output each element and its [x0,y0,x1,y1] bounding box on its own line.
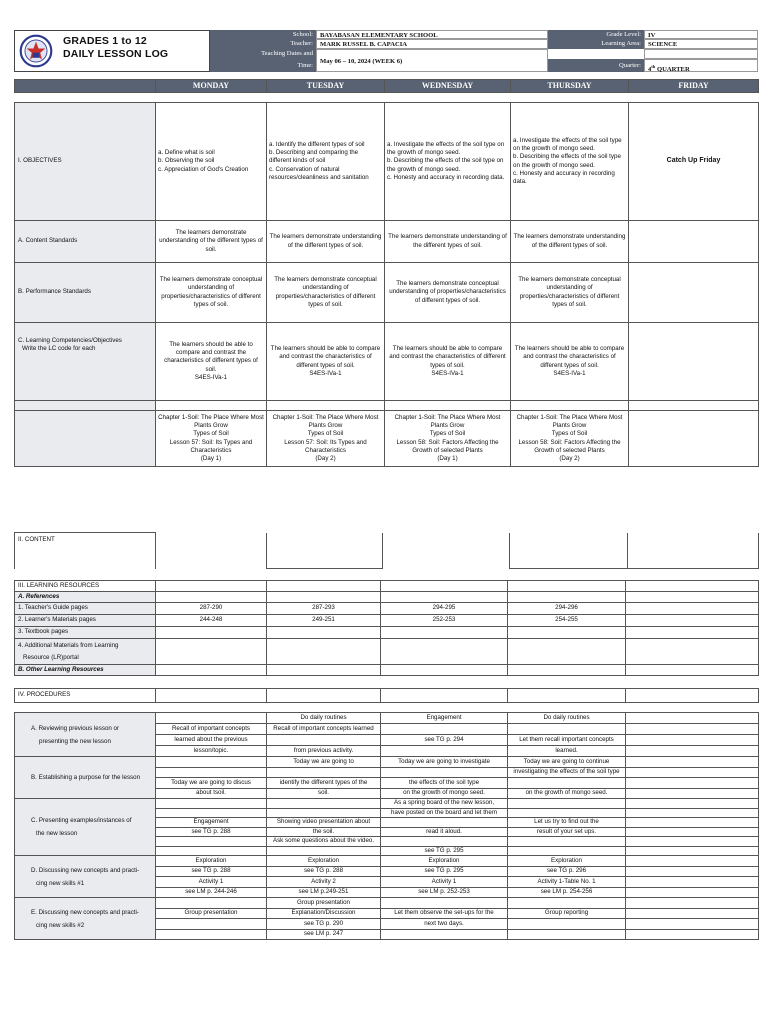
procedure-c-tuesday: Showing video presentation about [267,818,381,828]
procedure-b-wednesday [381,767,508,778]
procedure-b-tuesday: soil. [267,788,381,799]
procedure-c-tuesday [267,846,381,856]
chapter-thursday: Chapter 1-Soil: The Place Where Most Plants Grow Types of Soil Lesson 58: Soil: Factors Affecting the Growth of selected Plants (Day 2) [511,411,629,467]
procedure-a-monday [156,713,267,724]
procedure-c-thursday [508,837,626,847]
procedure-b-label-line: B. Establishing a purpose for the lesson [31,774,141,781]
procedure-c-monday [156,799,267,809]
day-header-blank [15,80,156,93]
procedure-d-thursday: Activity 1-Table No. 1 [508,877,626,888]
textbook-label: 3. Textbook pages [15,627,156,639]
procedure-d-tuesday: Activity 2 [267,877,381,888]
learners-materials-label: 2. Learner's Materials pages [15,615,156,627]
procedure-c-friday [626,799,759,809]
procedure-e-friday [626,898,759,909]
school-label: School: [210,30,316,39]
procedure-c-label-line: C. Presenting examples/instances of [31,817,132,824]
objectives-label: I. OBJECTIVES [15,103,156,221]
procedure-e-wednesday [381,898,508,909]
procedures-gap-row [15,703,759,713]
teachers-guide-label: 1. Teacher's Guide pages [15,603,156,615]
procedure-b-monday [156,767,267,778]
competency-tuesday: The learners should be able to compare and contrast the characteristics of different types of soil. S4ES-IVa-1 [267,323,385,401]
teachers-guide-row [15,603,759,615]
header-info-grid [210,30,758,72]
procedure-c-friday [626,827,759,837]
procedure-e-label [15,898,156,940]
procedure-e-thursday: Group reporting [508,908,626,919]
procedure-e-monday: Group presentation [156,908,267,919]
procedure-e-wednesday [381,929,508,940]
procedure-d-monday: Exploration [156,856,267,867]
additional-materials-label-2: Resource (LR)portal [23,653,79,661]
procedure-a-label [15,713,156,757]
procedure-a-thursday [508,724,626,735]
school-value: BAYABASAN ELEMENTARY SCHOOL [316,30,548,39]
objective-tuesday: a. Identify the different types of soil b. Describing and comparing the different kinds of soil c. Conservation of natural resources/cleanliness and sanitation [267,103,385,221]
procedure-d-friday [626,866,759,877]
performance-standard-monday: The learners demonstrate conceptual understanding of properties/characteristics of different types of soil. [156,263,267,323]
procedure-c-wednesday: As a spring board of the new lesson, [381,799,508,809]
procedure-a-wednesday: see TG p. 294 [381,735,508,746]
procedure-c-tuesday [267,808,381,818]
procedure-e-wednesday: Let them observe the set-ups for the [381,908,508,919]
learning-competencies-row [15,323,759,401]
procedure-e-thursday [508,898,626,909]
content-standard-wednesday: The learners demonstrate understanding of the different types of soil. [385,221,511,263]
document-title [63,35,168,61]
procedure-b-tuesday: Today we are going to [267,757,381,768]
procedure-a-friday [626,746,759,757]
procedure-b-tuesday: identify the different types of the [267,778,381,789]
quarter-value [644,59,758,72]
lm-monday: 244-248 [156,615,267,627]
dates-label-1: Teaching Dates and [210,49,316,59]
resources-table [14,580,759,676]
lm-thursday: 254-255 [508,615,626,627]
procedure-b-row [15,757,759,768]
learning-area-value: SCIENCE [644,39,758,49]
procedure-c-monday [156,808,267,818]
objective-wednesday: a. Investigate the effects of the soil type on the growth of mongo seed. b. Describing the effects of the soil type on the growth of mongo seed. c. Honesty and accuracy in recording data. [385,103,511,221]
resources-title: III. LEARNING RESOURCES [15,581,156,592]
textbook-row [15,627,759,639]
lm-tuesday: 249-251 [267,615,381,627]
performance-standard-tuesday: The learners demonstrate conceptual understanding of properties/characteristics of different types of soil. [267,263,385,323]
procedure-c-friday [626,818,759,828]
day-header-row [15,80,759,93]
procedure-a-tuesday: Recall of important concepts learned [267,724,381,735]
procedure-d-label-line: D. Discussing new concepts and practi- [31,866,140,874]
performance-standards-row [15,263,759,323]
spacer-row [15,401,759,411]
procedure-c-wednesday: have posted on the board and let them [381,808,508,818]
tg-tuesday: 287-293 [267,603,381,615]
procedure-e-tuesday: see TG p. 290 [267,919,381,930]
day-friday: FRIDAY [629,80,759,93]
procedure-a-thursday: Let them recall important concepts [508,735,626,746]
procedure-c-tuesday [267,799,381,809]
header [14,30,758,72]
learners-materials-row [15,615,759,627]
content-label: II. CONTENT [15,533,156,569]
chapter-row [15,411,759,467]
procedure-a-label-line: presenting the new lesson [39,737,111,745]
procedure-d-tuesday: see LM p.249-251 [267,887,381,898]
procedure-a-label-line: A. Reviewing previous lesson or [31,724,120,732]
deped-seal-icon [19,34,53,68]
procedure-d-monday: see TG p. 288 [156,866,267,877]
procedure-e-monday [156,929,267,940]
procedure-d-wednesday: Exploration [381,856,508,867]
procedure-a-wednesday [381,746,508,757]
procedure-a-monday: lesson/topic. [156,746,267,757]
procedure-d-row [15,856,759,867]
procedure-c-wednesday: see TG p. 295 [381,846,508,856]
content-standard-tuesday: The learners demonstrate understanding of the different types of soil. [267,221,385,263]
chapter-wednesday: Chapter 1-Soil: The Place Where Most Plants Grow Types of Soil Lesson 58: Soil: Factors Affecting the Growth of selected Plants (Day 1) [385,411,511,467]
procedure-d-tuesday: see TG p. 288 [267,866,381,877]
objective-monday: a. Define what is soil b. Observing the soil c. Appreciation of God's Creation [156,103,267,221]
additional-materials-label-1: 4. Additional Materials from Learning [18,641,119,649]
dates-label-2: Time: [210,59,316,72]
procedure-e-thursday [508,919,626,930]
procedure-c-tuesday: the soil. [267,827,381,837]
procedure-b-wednesday: on the growth of mongo seed. [381,788,508,799]
chapter-friday [629,411,759,467]
procedure-b-label [15,757,156,799]
quarter-text: QUARTER [655,66,690,74]
content-standards-label: A. Content Standards [15,221,156,263]
procedure-d-friday [626,877,759,888]
references-row [15,592,759,603]
procedure-e-thursday [508,929,626,940]
day-monday: MONDAY [156,80,267,93]
procedure-d-thursday: see TG p. 296 [508,866,626,877]
procedure-c-label [15,799,156,856]
performance-standard-friday [629,263,759,323]
day-wednesday: WEDNESDAY [385,80,511,93]
procedure-a-tuesday [267,735,381,746]
procedure-c-monday: Engagement [156,818,267,828]
procedure-c-friday [626,837,759,847]
procedure-d-monday: Activity 1 [156,877,267,888]
procedure-b-friday [626,788,759,799]
procedure-d-wednesday: see TG p. 295 [381,866,508,877]
content-standards-row [15,221,759,263]
procedures-title-row [15,689,759,703]
procedure-a-row [15,713,759,724]
content-standard-thursday: The learners demonstrate understanding of the different types of soil. [511,221,629,263]
competency-friday [629,323,759,401]
procedure-c-friday [626,808,759,818]
procedure-b-friday [626,767,759,778]
procedure-e-label-line: cing new skills #2 [36,921,85,929]
procedure-b-thursday [508,778,626,789]
procedure-d-thursday: Exploration [508,856,626,867]
procedure-a-wednesday: Engagement [381,713,508,724]
procedure-e-wednesday: next two days. [381,919,508,930]
procedure-b-wednesday: the effects of the soil type [381,778,508,789]
quarter-label: Quarter: [548,59,644,72]
procedure-c-friday [626,846,759,856]
procedure-c-thursday: result of your set ups. [508,827,626,837]
objectives-row [15,103,759,221]
procedure-a-tuesday: Do daily routines [267,713,381,724]
procedure-b-thursday: Today we are going to continue [508,757,626,768]
blank-value [644,49,758,59]
procedure-e-friday [626,929,759,940]
procedure-b-monday [156,757,267,768]
procedure-b-monday: Today we are going to discus [156,778,267,789]
procedure-d-monday: see LM p. 244-246 [156,887,267,898]
performance-standards-label: B. Performance Standards [15,263,156,323]
other-resources-label: B. Other Learning Resources [15,665,156,676]
procedure-c-tuesday: Ask some questions about the video. [267,837,381,847]
procedure-c-monday [156,837,267,847]
procedure-c-row [15,799,759,809]
performance-standard-thursday: The learners demonstrate conceptual understanding of properties/characteristics of different types of soil. [511,263,629,323]
dates-value: May 06 – 10, 2024 (WEEK 6) [316,49,548,72]
title-box [14,30,210,72]
references-label: A. References [15,592,156,603]
procedure-a-tuesday: from previous activity. [267,746,381,757]
teacher-value: MARK RUSSEL B. CAPACIA [316,39,548,49]
competency-thursday: The learners should be able to compare and contrast the characteristics of different types of soil. S4ES-IVa-1 [511,323,629,401]
procedure-d-label-line: cing new skills #1 [36,879,85,887]
other-resources-row [15,665,759,676]
procedures-table [14,688,759,940]
blank-label [548,49,644,59]
procedures-title: IV. PROCEDURES [15,689,156,703]
learning-competencies-label: C. Learning Competencies/Objectives [18,337,122,344]
teacher-label: Teacher: [210,39,316,49]
day-thursday: THURSDAY [511,80,629,93]
procedure-a-friday [626,735,759,746]
procedure-a-friday [626,713,759,724]
grade-level-label: Grade Level: [548,30,644,39]
objectives-table [14,79,759,467]
content-table [14,532,759,569]
procedure-b-friday [626,778,759,789]
resources-title-row [15,581,759,592]
procedure-c-monday [156,846,267,856]
procedure-d-thursday: see LM p. 254-256 [508,887,626,898]
learning-area-label: Learning Area: [548,39,644,49]
procedure-e-row [15,898,759,909]
tg-monday: 287-290 [156,603,267,615]
content-row [15,533,759,569]
procedure-b-friday [626,757,759,768]
procedure-a-monday: Recall of important concepts [156,724,267,735]
learning-competencies-label-cell [15,323,156,401]
title-line-1: GRADES 1 to 12 [63,35,147,47]
chapter-tuesday: Chapter 1-Soil: The Place Where Most Plants Grow Types of Soil Lesson 57: Soil: Its Types and Characteristics (Day 2) [267,411,385,467]
grade-level-value: IV [644,30,758,39]
procedure-d-wednesday: see LM p. 252-253 [381,887,508,898]
procedure-c-thursday [508,846,626,856]
procedure-a-thursday: Do daily routines [508,713,626,724]
procedure-e-monday [156,898,267,909]
procedure-b-tuesday [267,767,381,778]
objective-friday: Catch Up Friday [629,103,759,221]
procedure-c-wednesday [381,818,508,828]
lm-friday [626,615,759,627]
procedure-a-thursday: learned. [508,746,626,757]
lm-wednesday: 252-253 [381,615,508,627]
additional-materials-row [15,639,759,665]
procedure-c-thursday [508,808,626,818]
procedure-e-friday [626,908,759,919]
procedure-b-monday: about tsoil. [156,788,267,799]
tg-friday [626,603,759,615]
procedure-e-tuesday: Explanation/Discussion [267,908,381,919]
procedure-c-thursday [508,799,626,809]
quarter-suffix: th [651,64,656,69]
procedure-b-wednesday: Today we are going to investigate [381,757,508,768]
content-standard-monday: The learners demonstrate understanding of the different types of soil. [156,221,267,263]
competency-monday: The learners should be able to compare and contrast the characteristics of different types of soil. S4ES-IVa-1 [156,323,267,401]
procedure-d-tuesday: Exploration [267,856,381,867]
procedure-d-friday [626,887,759,898]
additional-materials-label-cell [15,639,156,665]
competency-wednesday: The learners should be able to compare and contrast the characteristics of different types of soil. S4ES-IVa-1 [385,323,511,401]
content-standard-friday [629,221,759,263]
procedure-b-thursday: on the growth of mongo seed. [508,788,626,799]
tg-thursday: 294-296 [508,603,626,615]
procedure-c-label-line: the new lesson [36,830,78,837]
procedure-d-wednesday: Activity 1 [381,877,508,888]
chapter-monday: Chapter 1-Soil: The Place Where Most Plants Grow Types of Soil Lesson 57: Soil: Its Types and Characteristics (Day 1) [156,411,267,467]
objective-thursday: a. Investigate the effects of the soil type on the growth of mongo seed. b. Describing the effects of the soil type on the growth of mongo seed. c. Honesty and accuracy in recording data. [511,103,629,221]
procedure-d-friday [626,856,759,867]
procedure-e-monday [156,919,267,930]
tg-wednesday: 294-295 [381,603,508,615]
day-tuesday: TUESDAY [267,80,385,93]
procedure-c-monday: see TG p. 288 [156,827,267,837]
procedure-d-label [15,856,156,898]
procedure-e-friday [626,919,759,930]
procedure-a-friday [626,724,759,735]
procedure-a-wednesday [381,724,508,735]
gap-row [15,93,759,103]
learning-competencies-sub: Write the LC code for each [22,345,96,353]
procedure-c-wednesday: read it aloud. [381,827,508,837]
performance-standard-wednesday: The learners demonstrate conceptual understanding of properties/characteristics of different types of soil. [385,263,511,323]
procedure-e-tuesday: see LM p. 247 [267,929,381,940]
quarter-number: 4 [648,66,652,74]
procedure-c-wednesday [381,837,508,847]
procedure-b-thursday: investigating the effects of the soil type [508,767,626,778]
procedure-c-thursday: Let us try to find out the [508,818,626,828]
procedure-e-label-line: E. Discussing new concepts and practi- [31,908,139,916]
procedure-e-tuesday: Group presentation [267,898,381,909]
procedure-a-monday: learned about the previous [156,735,267,746]
title-line-2: DAILY LESSON LOG [63,48,169,60]
